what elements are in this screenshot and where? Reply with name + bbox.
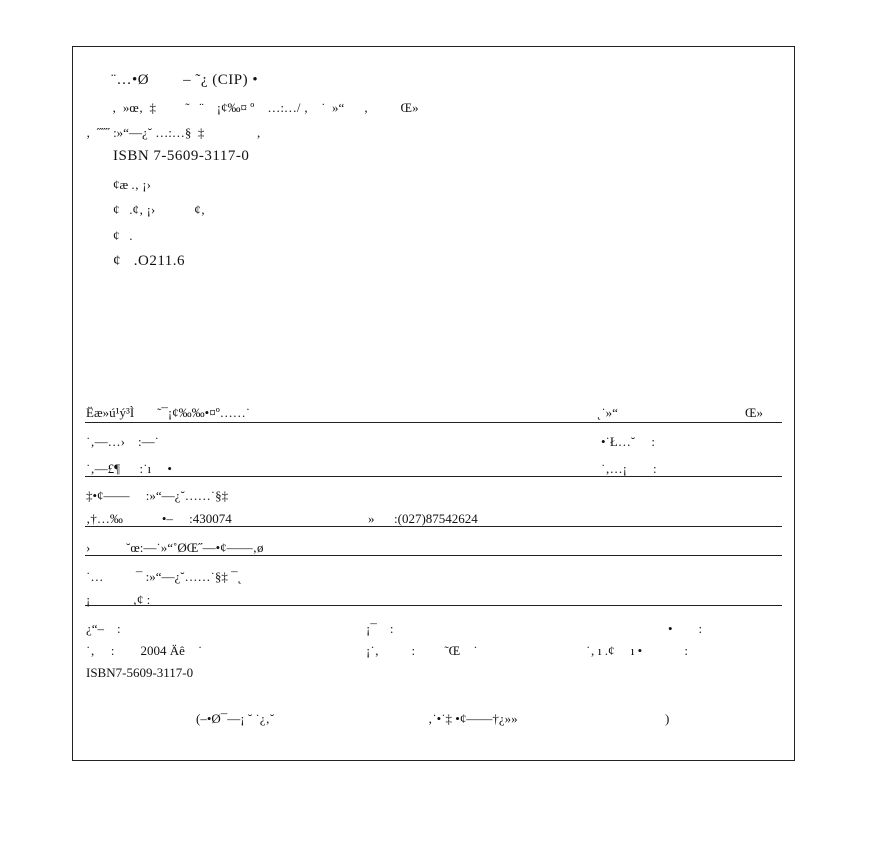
colophon-author: ˛˙»“ <box>597 405 618 420</box>
colophon-postcode: ‚†…‰ •– :430074 <box>86 511 232 526</box>
rule-3 <box>85 526 782 527</box>
colophon-author-suffix: Œ» <box>745 405 764 420</box>
colophon-row-2-right: •˙Ł…˘ : <box>601 434 656 449</box>
cip-item-4: ¢ .O211.6 <box>113 253 186 269</box>
colophon-printing: ¡˙‚ : ˜Œ ˙ <box>366 643 478 658</box>
cip-title: ¨…•Ø – ˜¿ (CIP) • <box>111 72 259 88</box>
cip-item-1: ¢æ .‚ ¡› <box>113 177 151 192</box>
colophon-row-2-left: ˙‚—…› :—˙ <box>86 434 159 449</box>
rule-4 <box>85 555 782 556</box>
rule-5 <box>85 605 782 606</box>
cip-isbn: ISBN 7-5609-3117-0 <box>113 148 250 164</box>
rule-2 <box>85 476 782 477</box>
colophon-edition: ˙‚ : 2004 Äê ˙ <box>86 643 203 658</box>
colophon-row-3-left: ˙‚—£¶ :˙ı • <box>86 461 172 476</box>
footer-note-left: (–•Ø¯—¡ ˘ ˙¿‚˘ <box>196 711 275 726</box>
footer-note-right: ) <box>665 711 670 726</box>
colophon-typesetter: › ˘œ:—˙»“˚ØŒ˝—•¢——‚ø <box>86 540 264 555</box>
rule-1 <box>85 422 782 423</box>
colophon-printer: ˙… ¯ :»“—¿˘……˙§‡ ¯˛ <box>86 569 242 584</box>
footer-note-mid: ‚˙•˙‡ •¢——†¿»» <box>428 711 518 726</box>
colophon-publisher: ‡•¢—— :»“—¿˘……˙§‡ <box>86 488 229 503</box>
colophon-format: ¿“– : <box>86 621 121 636</box>
colophon-isbn: ISBN7-5609-3117-0 <box>86 665 194 680</box>
cip-line-2: ‚ »œ‚ ‡ ˜ ¨ ¡¢‰¤ º …:…/ ‚ ˙ »“ ‚ Œ» <box>112 100 419 115</box>
cip-item-3: ¢ . <box>113 228 133 243</box>
colophon-phone: » :(027)87542624 <box>368 511 478 526</box>
colophon-words: • : <box>668 621 703 636</box>
colophon-price: ˙‚ ı .¢ ı • : <box>586 643 689 658</box>
colophon-sheets: ¡¯ : <box>366 621 394 636</box>
colophon-title: Ëæ»ú¹ý³Ì ˜¯¡¢‰‰•¤º……˙ <box>86 405 251 420</box>
colophon-row-3-right: ˙‚…¡ : <box>601 461 657 476</box>
colophon-row-8: ¡ ‚¢ : <box>86 592 151 607</box>
cip-line-3: ‚ ˝˝˝ :»“—¿˘ …:…§ ‡ ‚ <box>86 125 261 140</box>
cip-item-2: ¢ .¢‚ ¡› ¢‚ <box>113 202 206 217</box>
